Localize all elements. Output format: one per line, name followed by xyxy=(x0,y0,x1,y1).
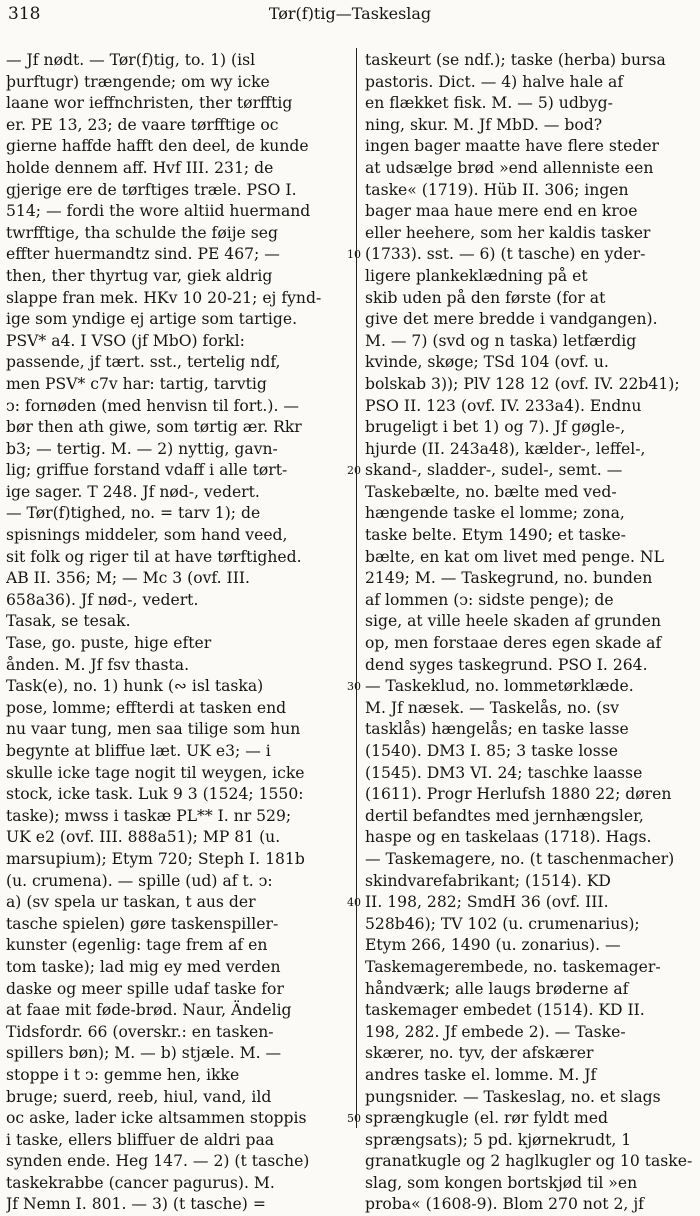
text-line: håndværk; alle laugs brøderne af xyxy=(365,979,629,998)
text-line: laane wor ieffnchristen, ther tørfftig xyxy=(6,94,293,113)
text-line: slappe fran mek. HKv 10 20-21; ej fynd- xyxy=(6,288,322,307)
text-line: dend syges taskegrund. PSO I. 264. xyxy=(365,655,648,674)
text-line: b3; — tertig. M. — 2) nyttig, gavn- xyxy=(6,439,278,458)
text-line: tasche spielen) gøre taskenspiller- xyxy=(6,914,279,933)
text-line: bager maa haue mere end en kroe xyxy=(365,202,638,221)
text-line: sit folk og riger til at have tørftighed. xyxy=(6,547,302,566)
text-line: UK e2 (ovf. III. 888a51); MP 81 (u. xyxy=(6,828,281,847)
text-line: 528b46); TV 102 (u. crumenarius); xyxy=(365,914,640,933)
text-line: Task(e), no. 1) hunk (∾ isl taska) xyxy=(6,677,264,696)
text-line: (u. crumena). — spille (ud) af t. ↄ: xyxy=(6,871,273,890)
line-number: 50 xyxy=(347,1112,361,1126)
text-line: — Taskeklud, no. lommetørklæde. xyxy=(365,677,634,696)
text-line: — Tør(f)tighed, no. = tarv 1); de xyxy=(6,504,261,523)
text-line: AB II. 356; M; — Mc 3 (ovf. III. xyxy=(6,569,250,588)
text-line: PSV* a4. I VSO (jf MbO) forkl: xyxy=(6,331,245,350)
text-line: ↄ: fornøden (med henvisn til fort.). — xyxy=(6,396,299,415)
text-line: skand-, sladder-, sudel-, semt. — xyxy=(365,461,623,480)
text-line: — Taskemagere, no. (t taschenmacher) xyxy=(365,849,675,868)
text-line: bælte, en kat om livet med penge. NL xyxy=(365,547,664,566)
text-line: Tasak, se tesak. xyxy=(6,612,131,631)
text-line: gierne haffde hafft den deel, de kunde xyxy=(6,137,309,156)
running-head: Tør(f)tig—Taskeslag xyxy=(268,4,432,23)
text-line: daske og meer spille udaf taske for xyxy=(6,979,284,998)
text-line: andres taske el. lomme. M. Jf xyxy=(365,1065,597,1084)
text-line: hængende taske el lomme; zona, xyxy=(365,504,625,523)
text-line: twrfftige, tha schulde the føije seg xyxy=(6,223,278,242)
text-line: marsupium); Etym 720; Steph I. 181b xyxy=(6,849,305,868)
text-line: II. 198, 282; SmdH 36 (ovf. III. xyxy=(365,893,609,912)
text-line: taske); mwss i taskæ PL** I. nr 529; xyxy=(6,806,292,825)
text-line: passende, jf tært. sst., tertelig ndf, xyxy=(6,353,281,372)
text-line: stoppe i t ↄ: gemme hen, ikke xyxy=(6,1065,240,1084)
text-line: a) (sv spela ur taskan, t aus der xyxy=(6,893,256,912)
text-line: at udsælge brød »end allenniste een xyxy=(365,158,654,177)
text-line: eller heehere, som her kaldis tasker xyxy=(365,223,651,242)
text-line: er. PE 13, 23; de vaare tørfftige oc xyxy=(6,115,279,134)
text-line: (1545). DM3 VI. 24; taschke laasse xyxy=(365,763,643,782)
text-line: granatkugle og 2 haglkugler og 10 taske- xyxy=(365,1152,693,1171)
text-line: synden ende. Heg 147. — 2) (t tasche) xyxy=(6,1152,310,1171)
text-line: tasklås) hængelås; en taske lasse xyxy=(365,720,629,739)
text-line: stock, icke task. Luk 9 3 (1524; 1550: xyxy=(6,785,304,804)
text-line: op, men forstaae deres egen skade af xyxy=(365,634,662,653)
text-line: i taske, ellers bliffuer de aldri paa xyxy=(6,1130,275,1149)
text-line: M. — 7) (svd og n taska) letfærdig xyxy=(365,331,637,350)
text-line: taskemager embedet (1514). KD II. xyxy=(365,1001,645,1020)
text-line: ige som yndige ej artige som tartige. xyxy=(6,310,298,329)
text-line: Tidsfordr. 66 (overskr.: en tasken- xyxy=(6,1022,274,1041)
text-line: Jf Nemn I. 801. — 3) (t tasche) = xyxy=(6,1195,266,1214)
text-line: 198, 282. Jf embede 2). — Taske- xyxy=(365,1022,626,1041)
right-column xyxy=(365,50,700,1216)
text-line: ige sager. T 248. Jf nød-, vedert. xyxy=(6,482,260,501)
text-line: Tase, go. puste, hige efter xyxy=(6,634,212,653)
text-line: taskeurt (se ndf.); taske (herba) bursa xyxy=(365,51,666,69)
text-line: (1540). DM3 I. 85; 3 taske losse xyxy=(365,742,618,760)
text-line: — Jf nødt. — Tør(f)tig, to. 1) (isl xyxy=(6,51,256,69)
text-line: effter huermandtz sind. PE 467; — xyxy=(6,245,280,264)
text-line: at faae mit føde-brød. Naur, Ändelig xyxy=(6,1001,292,1020)
text-line: tom taske); lad mig ey med verden xyxy=(6,957,281,976)
text-line: taskekrabbe (cancer pagurus). M. xyxy=(6,1173,275,1192)
text-line: spisnings middeler, som hand veed, xyxy=(6,526,288,545)
text-line: ning, skur. M. Jf MbD. — bod? xyxy=(365,115,603,134)
text-line: PSO II. 123 (ovf. IV. 233a4). Endnu xyxy=(365,396,642,415)
text-line: bør then ath giwe, som tørtig ær. Rkr xyxy=(6,418,302,437)
text-line: sprængkugle (el. rør fyldt med xyxy=(365,1109,609,1128)
text-line: 2149; M. — Taskegrund, no. bunden xyxy=(365,569,653,588)
text-line: skulle icke tage nogit til weygen, icke xyxy=(6,763,305,782)
text-line: give det mere bredde i vandgangen). xyxy=(365,310,658,329)
text-line: 658a36). Jf nød-, vedert. xyxy=(6,590,199,609)
text-line: en flækket fisk. M. — 5) udbyg- xyxy=(365,94,613,113)
text-line: skærer, no. tyv, der afskærer xyxy=(365,1044,594,1063)
text-line: holde dennem aff. Hvf III. 231; de xyxy=(6,158,274,177)
text-line: kunster (egenlig: tage frem af en xyxy=(6,936,268,955)
column-divider xyxy=(356,48,357,1128)
line-number: 20 xyxy=(347,464,361,478)
text-line: þurftugr) trængende; om wy icke xyxy=(6,72,270,91)
text-line: Taskemagerembede, no. taskemager- xyxy=(365,957,661,976)
text-line: ingen bager maatte have flere steder xyxy=(365,137,660,156)
line-number: 10 xyxy=(347,248,361,262)
text-line: ånden. M. Jf fsv thasta. xyxy=(6,655,190,674)
text-line: sige, at ville heele skaden af grunden xyxy=(365,612,662,631)
text-line: nu vaar tung, men saa tilige som hun xyxy=(6,720,301,739)
text-line: taske« (1719). Hüb II. 306; ingen xyxy=(365,180,629,199)
text-line: dertil befandtes med jernhængsler, xyxy=(365,806,644,825)
text-line: proba« (1608-9). Blom 270 not 2, jf xyxy=(365,1195,644,1214)
text-line: begynte at bliffue læt. UK e3; — i xyxy=(6,742,271,760)
text-line: then, ther thyrtug var, giek aldrig xyxy=(6,266,273,285)
line-number: 40 xyxy=(347,896,361,910)
page-number: 318 xyxy=(8,4,41,24)
text-line: af lommen (ↄ: sidste penge); de xyxy=(365,590,614,609)
text-line: taske belte. Etym 1490; et taske- xyxy=(365,526,626,545)
text-line: haspe og en taskelaas (1718). Hags. xyxy=(365,828,652,847)
line-number: 30 xyxy=(347,680,361,694)
text-line: 514; — fordi the wore altiid huermand xyxy=(6,202,311,221)
text-line: slag, som kongen bortskjød til »en xyxy=(365,1173,638,1192)
text-line: kvinde, skøge; TSd 104 (ovf. u. xyxy=(365,353,609,372)
text-line: spillers bøn); M. — b) stjæle. M. — xyxy=(6,1044,282,1063)
text-line: brugeligt i bet 1) og 7). Jf gøgle-, xyxy=(365,418,626,437)
left-column xyxy=(6,50,342,1216)
text-line: bolskab 3)); PlV 128 12 (ovf. IV. 22b41); xyxy=(365,374,680,393)
text-line: hjurde (II. 243a48), kælder-, leffel-, xyxy=(365,439,646,458)
text-line: oc aske, lader icke altsammen stoppis xyxy=(6,1109,307,1128)
text-line: Taskebælte, no. bælte med ved- xyxy=(365,482,617,501)
text-line: gjerige ere de tørftiges træle. PSO I. xyxy=(6,180,297,199)
text-line: pose, lomme; effterdi at tasken end xyxy=(6,698,287,717)
text-line: men PSV* c7v har: tartig, tarvtig xyxy=(6,374,267,393)
text-line: sprængsats); 5 pd. kjørnekrudt, 1 xyxy=(365,1130,632,1149)
text-line: pungsnider. — Taskeslag, no. et slags xyxy=(365,1087,661,1106)
text-line: Etym 266, 1490 (u. zonarius). — xyxy=(365,936,621,955)
text-line: (1611). Progr Herlufsh 1880 22; døren xyxy=(365,785,672,804)
text-line: pastoris. Dict. — 4) halve hale af xyxy=(365,72,624,91)
text-line: lig; griffue forstand vdaff i alle tørt- xyxy=(6,461,288,480)
text-line: bruge; suerd, reeb, hiul, vand, ild xyxy=(6,1087,272,1106)
text-line: skib uden på den første (for at xyxy=(365,288,606,307)
text-line: M. Jf næsek. — Taskelås, no. (sv xyxy=(365,698,620,717)
text-line: (1733). sst. — 6) (t tasche) en yder- xyxy=(365,245,646,264)
text-line: ligere plankeklædning på et xyxy=(365,266,588,285)
text-line: skindvarefabrikant; (1514). KD xyxy=(365,871,611,890)
